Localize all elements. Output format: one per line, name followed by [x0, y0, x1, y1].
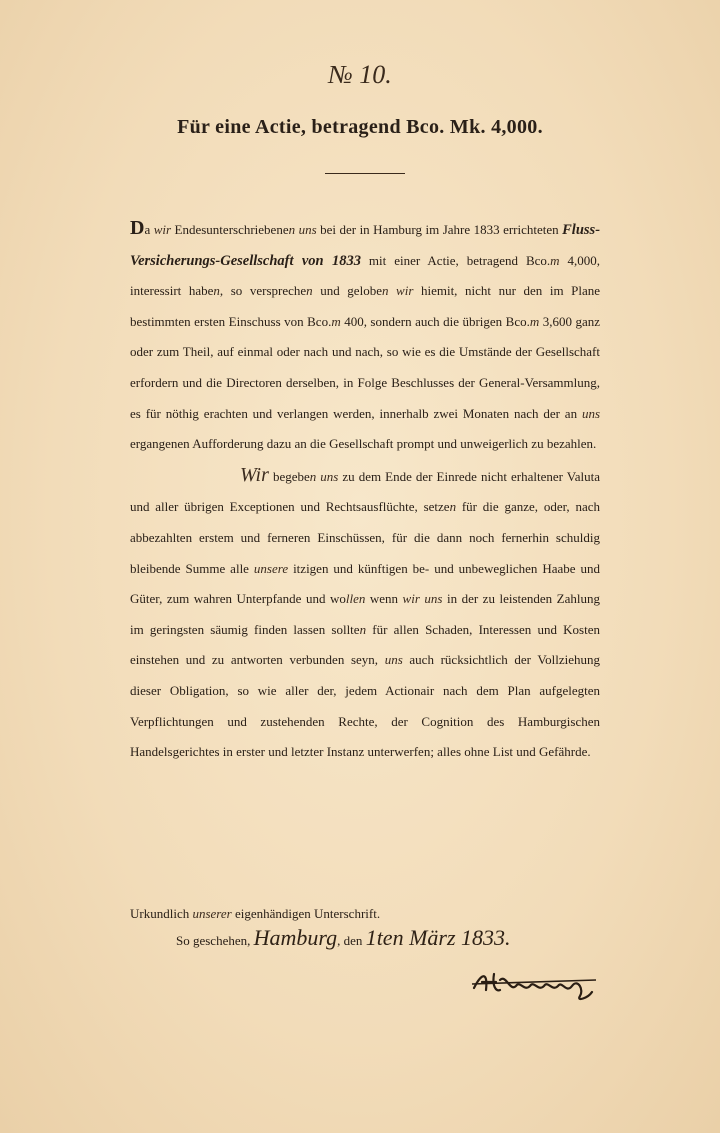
- handwritten-insert: wir uns: [402, 591, 443, 607]
- handwritten-insert: n: [306, 283, 313, 299]
- text-run: Urkundlich: [130, 906, 193, 921]
- text-run: für allen Schaden, Interessen und Kosten einstehen und zu antworten verbunden seyn,: [130, 621, 600, 668]
- text-run: eigenhändigen Unterschrift.: [231, 906, 381, 921]
- handwritten-insert: unsere: [253, 560, 289, 576]
- text-run: So geschehen,: [176, 933, 254, 948]
- text-run: 3,600 ganz oder zum Theil, auf einmal oder nach und nach, so wie es die Umstände der Gesellschaft erfordern und die Directoren derselben, in Folge Beschlusses der General-Versammlung, es für nöthig erachten und verlangen werden, innerhalb zwei Monaten nach der an: [130, 313, 601, 421]
- handwritten-insert: n: [213, 283, 220, 299]
- text-run: 4,000, interessirt habe: [130, 252, 600, 299]
- handwritten-insert: wir: [153, 222, 172, 237]
- text-run: itzigen und künftigen be- und unbeweglichen Haabe und Güter, zum wahren Unterpfande und wo: [130, 560, 601, 607]
- text-run: , den: [337, 933, 366, 948]
- text-run: in der zu leistenden Zahlung im geringsten säumig finden lassen sollte: [130, 591, 600, 637]
- obligation-text: [130, 213, 600, 768]
- place-date-line: [176, 925, 511, 951]
- text-run: , so verspreche: [219, 283, 307, 299]
- handwritten-insert: Wir: [240, 463, 269, 486]
- text-run: Endesunterschriebene: [171, 222, 289, 237]
- text-run: für die ganze, oder, nach abbezahlten erstem und ferneren Einschüssen, für die dann noch fernerhin schuldig bleibende Summe alle: [130, 499, 600, 576]
- handwritten-insert: llen: [345, 591, 366, 607]
- handwritten-insert: n uns: [288, 222, 317, 237]
- text-run: wenn: [365, 591, 403, 607]
- text-run: begebe: [268, 468, 310, 484]
- paragraph-1: [130, 213, 600, 460]
- handwritten-insert: uns: [384, 652, 403, 668]
- text-run: und gelobe: [312, 283, 382, 299]
- drop-cap: D: [130, 217, 145, 239]
- handwritten-insert: n uns: [309, 468, 339, 484]
- document-title: Für eine Actie, betragend Bco. Mk. 4,000.: [177, 116, 543, 138]
- text-run: auch rücksichtlich der Vollziehung dieser Obligation, so wie aller der, jedem Actionair nach dem Plan aufgelegten Verpflichtungen und zustehenden Rechte, der Cognition des Hamburgischen Handelsgerichtes in erster und letzter Instanz unterwerfen; alles ohne List und Gefährde.: [130, 652, 601, 760]
- text-run: bei der in Hamburg im Jahre 1833 errichteten: [316, 222, 563, 237]
- handwritten-insert: n: [359, 621, 367, 637]
- text-run: 400, sondern auch die übrigen Bco.: [340, 313, 530, 329]
- title-divider: [325, 173, 405, 174]
- handwritten-insert: n: [449, 499, 457, 515]
- text-run: ergangenen Aufforderung dazu an die Gesellschaft prompt und unweigerlich zu bezahlen.: [130, 436, 597, 452]
- currency-mark: m: [529, 313, 540, 329]
- handwritten-insert: uns: [581, 405, 600, 421]
- company-name: Fluss-Versicherungs-Gesellschaft von 1833: [130, 222, 601, 269]
- handwritten-insert: n wir: [381, 283, 414, 299]
- text-run: a: [144, 222, 151, 237]
- currency-mark: m: [331, 313, 341, 329]
- text-run: mit einer Actie, betragend Bco.: [360, 252, 551, 268]
- handwritten-insert: unserer: [192, 906, 232, 921]
- handwritten-place: Hamburg: [253, 925, 338, 950]
- currency-mark: m: [550, 252, 560, 268]
- paragraph-2: [130, 460, 600, 768]
- document-number: № 10.: [328, 60, 392, 89]
- signature: [470, 964, 600, 1004]
- text-run: hiemit, nicht nur den im Plane bestimmten ersten Einschuss von Bco.: [130, 283, 601, 329]
- text-run: zu dem Ende der Einrede nicht erhaltener Valuta und aller übrigen Exceptionen und Rechtsausflüchte, setze: [130, 468, 601, 515]
- handwritten-date: 1ten März 1833.: [365, 925, 511, 950]
